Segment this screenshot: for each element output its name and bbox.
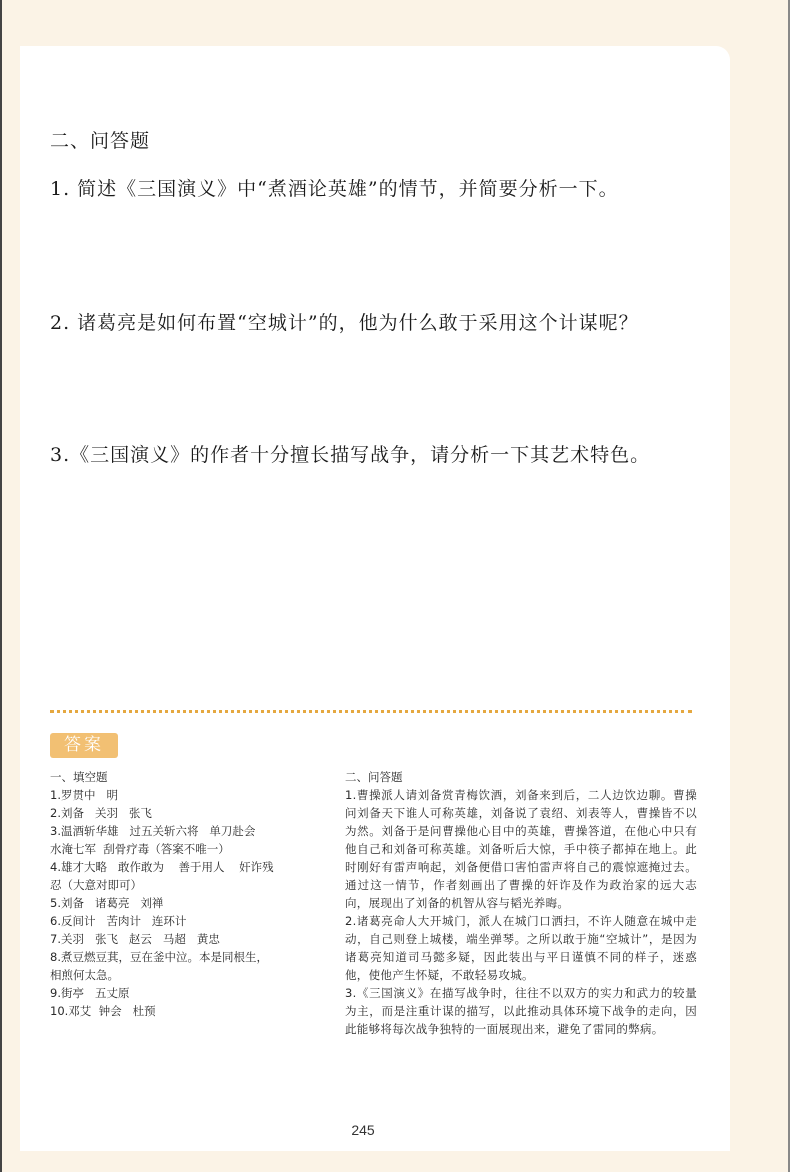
question-2: 2. 诸葛亮是如何布置“空城计”的，他为什么敢于采用这个计谋呢？ [50,312,639,334]
answer-line: 6.反间计 苦肉计 连环计 [50,914,187,928]
section-title-qa: 二、问答题 [50,130,151,152]
answer-badge: 答案 [50,733,118,758]
question-3: 3.《三国演义》的作者十分擅长描写战争，请分析一下其艺术特色。 [50,444,651,466]
answers-fill-blank [50,768,320,1020]
answer-line: 5.刘备 诸葛亮 刘禅 [50,896,164,910]
answer-line: 1.罗贯中 明 [50,788,118,802]
answer-line: 10.邓艾 钟会 杜预 [50,1004,156,1018]
question-1: 1. 简述《三国演义》中“煮酒论英雄”的情节，并简要分析一下。 [50,178,619,200]
qa-answer-paragraph: 3.《三国演义》在描写战争时，往往不以双方的实力和武力的较量为主，而是注重计谋的描写，以此推动具体环境下战争的走向，因此能够将每次战争独特的一面展现出来，避免了雷同的弊病。 [345,986,697,1036]
answer-line: 8.煮豆燃豆萁，豆在釜中泣。本是同根生， [50,950,268,964]
answer-line: 9.街亭 五丈原 [50,986,130,1000]
page-number: 245 [351,1122,375,1138]
answer-line: 4.雄才大略 敢作敢为 善于用人 奸诈残 [50,860,274,874]
answer-line: 相煎何太急。 [50,968,119,982]
answer-line: 水淹七军 刮骨疗毒（答案不唯一） [50,842,230,856]
qa-answer-paragraph: 2.诸葛亮命人大开城门，派人在城门口洒扫，不许人随意在城中走动，自己则登上城楼，端坐弹琴。之所以敢于施“空城计”，是因为诸葛亮知道司马懿多疑，因此装出与平日谨慎不同的样子，迷惑他，使他产生怀疑，不敢轻易攻城。 [345,914,697,982]
fill-blank-title: 一、填空题 [50,770,108,784]
answer-line: 2.刘备 关羽 张飞 [50,806,152,820]
qa-answer-paragraph: 1.曹操派人请刘备赏青梅饮酒，刘备来到后，二人边饮边聊。曹操问刘备天下谁人可称英雄，刘备说了袁绍、刘表等人，曹操皆不以为然。刘备于是问曹操他心目中的英雄，曹操答道，在他心中只有他自己和刘备可称英雄。刘备听后大惊，手中筷子都掉在地上。此时刚好有雷声响起，刘备便借口害怕雷声将自己的震惊遮掩过去。通过这一情节，作者刻画出了曹操的奸诈及作为政治家的远大志向，展现出了刘备的机智从容与韬光养晦。 [345,788,697,910]
answer-line: 7.关羽 张飞 赵云 马超 黄忠 [50,932,220,946]
dotted-divider [50,710,692,713]
answer-line: 3.温酒斩华雄 过五关斩六将 单刀赴会 [50,824,256,838]
qa-answers-title: 二、问答题 [345,770,403,784]
answer-line: 忍（大意对即可） [50,878,142,892]
answers-qa [345,768,697,1038]
